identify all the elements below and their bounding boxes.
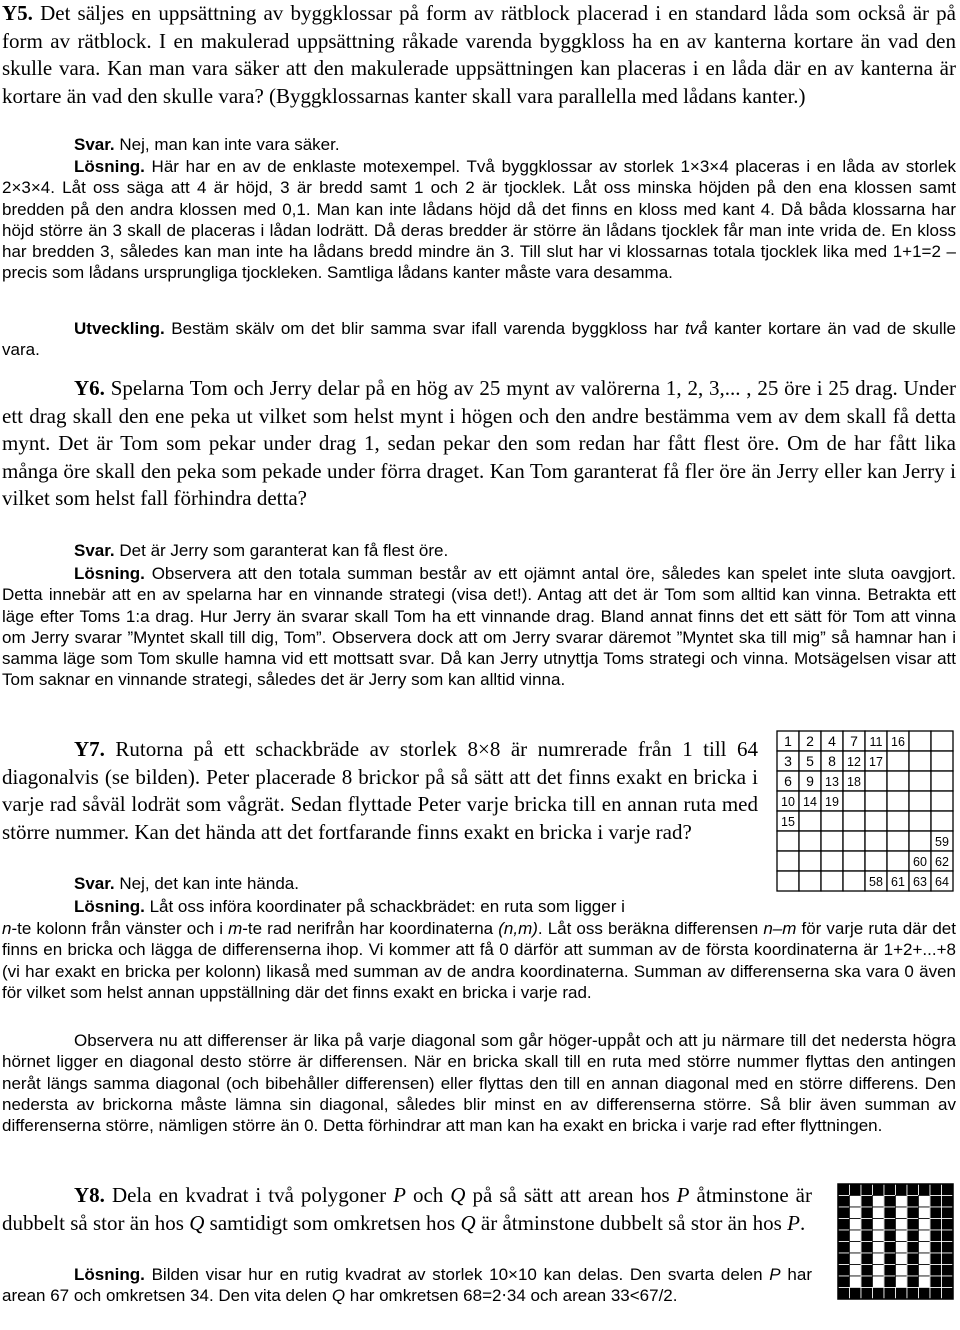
grid-cell-black — [942, 1207, 954, 1219]
grid-cell-white — [896, 1196, 908, 1208]
y6-solution — [2, 563, 956, 691]
y5-solution — [2, 156, 956, 284]
problem-number: Y5. — [2, 1, 33, 25]
y8-solution — [2, 1264, 812, 1307]
grid-cell-black — [884, 1184, 896, 1196]
grid-cell-black — [850, 1184, 862, 1196]
grid-cell-black — [884, 1207, 896, 1219]
var-Q: Q — [460, 1210, 476, 1235]
grid-cell-black — [838, 1253, 850, 1265]
board-cell — [865, 811, 887, 831]
grid-cell-white — [873, 1242, 885, 1254]
grid-cell-black — [884, 1230, 896, 1242]
problem-y7-statement — [2, 736, 758, 846]
grid-cell-black — [942, 1196, 954, 1208]
grid-cell-black — [838, 1288, 850, 1300]
board-cell-number: 10 — [781, 795, 795, 809]
board-cell — [821, 871, 843, 891]
y7-answer — [2, 873, 758, 894]
grid-cell-white — [850, 1242, 862, 1254]
problem-number: Y6. — [74, 376, 105, 400]
grid-cell-black — [838, 1196, 850, 1208]
extension-text: Bestäm skälv om det blir samma svar ifall varenda byggkloss har — [171, 319, 679, 338]
board-cell — [931, 771, 953, 791]
y7-solution-intro — [2, 896, 758, 917]
board-cell-number: 3 — [784, 753, 792, 769]
board-cell — [931, 731, 953, 751]
grid-cell-black — [838, 1184, 850, 1196]
board-cell-number: 58 — [869, 875, 883, 889]
solution-text: Observera att den totala summan består av ett ojämnt antal öre, således kan spelet inte sluta oavgjort. Detta innebär att en av spelarna har en vinnande strategi (visa det!). Antag att det är Tom som alltid kan vinna. Betrakta ett läge efter Toms 1:a drag. Hur Jerry än svarar skall Tom ha ett vinnande drag. Bland annat finns det ett sätt för Tom att vinna om Jerry svarar ”Myntet skall till dig, Tom”. Observera dock att om Jerry svarar däremot ”Myntet ska till mig” så hamnar han i samma läge som Tom skulle hamna vid ett mottsatt svar. Då kan Jerry utnyttja Toms strategi och vinna. Motsägelsen visar att Tom saknar en vinnande strategi, således det är Jerry som kan alltid vinna. — [2, 564, 956, 690]
board-cell — [865, 831, 887, 851]
grid-cell-black — [907, 1207, 919, 1219]
solution-text: -te kolonn från vänster och i — [11, 919, 224, 938]
board-cell — [865, 791, 887, 811]
grid-cell-white — [850, 1265, 862, 1277]
solution-text: har arean 67 och omkretsen 34. Den vita delen — [2, 1265, 812, 1306]
board-cell-number: 8 — [828, 753, 836, 769]
problem-number: Y8. — [74, 1183, 105, 1207]
grid-cell-black — [907, 1219, 919, 1231]
grid-cell-white — [850, 1230, 862, 1242]
grid-cell-white — [896, 1242, 908, 1254]
y5-answer — [2, 134, 956, 155]
grid-cell-black — [861, 1207, 873, 1219]
board-cell — [843, 831, 865, 851]
grid-cell-white — [873, 1219, 885, 1231]
grid-cell-white — [919, 1196, 931, 1208]
grid-cell-white — [896, 1207, 908, 1219]
grid-cell-white — [919, 1253, 931, 1265]
grid-cell-black — [942, 1288, 954, 1300]
grid-cell-white — [873, 1253, 885, 1265]
grid-cell-black — [896, 1288, 908, 1300]
problem-text: åtminstone är dubbelt så stor än hos — [2, 1183, 812, 1235]
grid-cell-black — [930, 1196, 942, 1208]
board-cell — [887, 751, 909, 771]
grid-cell-black — [838, 1265, 850, 1277]
grid-cell-black — [884, 1288, 896, 1300]
solution-label: Lösning. — [74, 897, 145, 916]
grid-cell-black — [861, 1288, 873, 1300]
grid-cell-black — [942, 1242, 954, 1254]
grid-cell-black — [930, 1230, 942, 1242]
answer-label: Svar. — [74, 135, 115, 154]
grid-cell-black — [930, 1207, 942, 1219]
grid-cell-black — [884, 1242, 896, 1254]
grid-cell-black — [942, 1184, 954, 1196]
grid-cell-black — [861, 1276, 873, 1288]
board-cell-number: 64 — [935, 875, 949, 889]
board-cell-number: 17 — [869, 755, 883, 769]
grid-cell-white — [873, 1207, 885, 1219]
grid-cell-black — [942, 1219, 954, 1231]
board-cell — [777, 851, 799, 871]
grid-cell-black — [907, 1265, 919, 1277]
board-cell-number: 63 — [913, 875, 927, 889]
board-cell — [887, 851, 909, 871]
grid-cell-white — [919, 1219, 931, 1231]
board-cell-number: 19 — [825, 795, 839, 809]
board-cell — [909, 791, 931, 811]
grid-cell-white — [850, 1276, 862, 1288]
var-n-minus-m: n–m — [763, 919, 797, 938]
grid-cell-black — [838, 1207, 850, 1219]
board-cell-number: 59 — [935, 835, 949, 849]
grid-cell-white — [873, 1276, 885, 1288]
board-cell — [887, 791, 909, 811]
grid-cell-black — [861, 1230, 873, 1242]
problem-y8-statement — [2, 1182, 812, 1237]
solution-label: Lösning. — [74, 157, 145, 176]
answer-label: Svar. — [74, 874, 115, 893]
grid-cell-white — [896, 1230, 908, 1242]
board-cell — [865, 851, 887, 871]
grid-cell-white — [919, 1230, 931, 1242]
board-cell — [799, 851, 821, 871]
extension-label: Utveckling. — [74, 319, 165, 338]
grid-cell-black — [838, 1219, 850, 1231]
board-cell-number: 16 — [891, 735, 905, 749]
board-cell-number: 1 — [784, 733, 792, 749]
grid-cell-white — [896, 1276, 908, 1288]
grid-cell-white — [873, 1265, 885, 1277]
grid-cell-white — [873, 1196, 885, 1208]
grid-cell-white — [919, 1265, 931, 1277]
grid-cell-black — [884, 1276, 896, 1288]
board-cell — [821, 811, 843, 831]
grid-cell-white — [850, 1253, 862, 1265]
grid-cell-white — [850, 1219, 862, 1231]
grid-cell-white — [896, 1253, 908, 1265]
grid-cell-white — [873, 1230, 885, 1242]
var-P: P — [769, 1265, 781, 1284]
grid-cell-black — [919, 1184, 931, 1196]
problem-text: Det säljes en uppsättning av byggklossar på form av rätblock placerad i en standard låda som också är på form av rätblock. I en makulerad uppsättning råkade varenda byggkloss ha en av kanterna kortare än vad den skulle vara. Kan man vara säker att den makulerade uppsättningen kan placeras i en låda där en av kanterna är kortare än vad den skulle vara? (Byggklossarnas kanter skall vara parallella med lådans kanter.) — [2, 1, 956, 108]
board-cell — [909, 751, 931, 771]
problem-text: Dela en kvadrat i två polygoner — [111, 1183, 387, 1207]
grid-cell-black — [884, 1253, 896, 1265]
board-cell — [931, 751, 953, 771]
grid-cell-black — [861, 1184, 873, 1196]
grid-cell-black — [919, 1288, 931, 1300]
grid-cell-black — [907, 1276, 919, 1288]
grid-cell-black — [907, 1253, 919, 1265]
board-cell-number: 2 — [806, 733, 814, 749]
board-cell — [843, 871, 865, 891]
answer-label: Svar. — [74, 541, 115, 560]
grid-cell-black — [861, 1242, 873, 1254]
grid-cell-black — [838, 1230, 850, 1242]
grid-cell-black — [942, 1276, 954, 1288]
grid-cell-black — [930, 1242, 942, 1254]
grid-cell-black — [873, 1184, 885, 1196]
grid-cell-black — [907, 1196, 919, 1208]
grid-cell-white — [919, 1242, 931, 1254]
board-cell — [799, 831, 821, 851]
problem-text: Spelarna Tom och Jerry delar på en hög av 25 mynt av valörerna 1, 2, 3,... , 25 öre i 25 drag. Under ett drag skall den ene peka ut vilket som helst mynt i högen och den andre bestämma vem av dem skall få detta mynt. Det är Tom som pekar under drag 1, sedan pekar den som redan har fått flest öre. Om de har fått lika många öre skall den peka som pekade under förra draget. Kan Tom garanterat få fler öre än Jerry eller kan Jerry i vilket som helst fall förhindra detta? — [2, 376, 957, 511]
board-cell — [821, 851, 843, 871]
grid-cell-black — [884, 1219, 896, 1231]
board-cell-number: 61 — [891, 875, 905, 889]
board-cell-number: 12 — [847, 755, 861, 769]
grid-cell-white — [850, 1207, 862, 1219]
numbered-chessboard-figure — [776, 730, 956, 896]
solution-label: Lösning. — [74, 564, 145, 583]
grid-cell-black — [838, 1276, 850, 1288]
board-cell-number: 62 — [935, 855, 949, 869]
grid-cell-black — [907, 1230, 919, 1242]
solution-text: Observera nu att differenser är lika på varje diagonal som går höger-uppåt och att ju närmare till det nedersta högra hörnet ligger en diagonal desto större är differensen. När en bricka skall till en ruta med större nummer flyttas den antingen neråt längs samma diagonal (och bibehåller differensen) eller flyttas den till en annan diagonal med en större differens. Den nedersta av brickorna måste lämna sin diagonal, således blir minst en av differenserna större. Så blir även summan av differenserna större, nämligen större än 0. Detta förhindrar att man kan ha exakt en bricka i varje rad efter flyttningen. — [2, 1031, 956, 1136]
grid-cell-white — [896, 1219, 908, 1231]
solution-text: Låt oss införa koordinater på schackbrädet: en ruta som ligger i — [149, 897, 625, 916]
board-cell — [909, 811, 931, 831]
solution-text: har omkretsen 68=2⋅34 och arean 33<67/2. — [349, 1286, 678, 1306]
grid-cell-white — [896, 1265, 908, 1277]
board-cell-number: 13 — [825, 775, 839, 789]
y5-extension — [2, 318, 956, 361]
grid-cell-black — [861, 1219, 873, 1231]
solution-text: -te rad nerifrån har koordinaterna — [242, 919, 494, 938]
problem-y5-statement — [2, 0, 956, 110]
grid-cell-black — [942, 1253, 954, 1265]
board-cell — [887, 811, 909, 831]
grid-cell-white — [850, 1196, 862, 1208]
board-cell-number: 14 — [803, 795, 817, 809]
board-cell — [909, 731, 931, 751]
problem-text: och — [412, 1183, 444, 1207]
problem-text: är åtminstone dubbelt så stor än hos — [480, 1210, 782, 1235]
board-cell-number: 4 — [828, 733, 836, 749]
board-cell — [909, 771, 931, 791]
grid-cell-white — [919, 1276, 931, 1288]
var-P: P — [787, 1210, 800, 1235]
solution-text: . Låt oss beräkna differensen — [537, 919, 759, 938]
grid-cell-black — [850, 1288, 862, 1300]
var-n: n — [2, 919, 12, 938]
var-Q: Q — [450, 1183, 466, 1207]
y6-answer — [2, 540, 956, 561]
board-cell — [843, 791, 865, 811]
grid-cell-black — [896, 1184, 908, 1196]
board-cell — [777, 871, 799, 891]
board-cell — [843, 811, 865, 831]
grid-cell-black — [873, 1288, 885, 1300]
board-cell — [909, 831, 931, 851]
board-cell-number: 6 — [784, 773, 792, 789]
solution-text: Bilden visar hur en rutig kvadrat av storlek 10×10 kan delas. Den svarta delen — [151, 1265, 763, 1284]
board-cell-number: 60 — [913, 855, 927, 869]
grid-cell-black — [942, 1265, 954, 1277]
grid-cell-black — [861, 1265, 873, 1277]
board-cell-number: 5 — [806, 753, 814, 769]
var-P: P — [393, 1183, 406, 1207]
grid-cell-black — [942, 1230, 954, 1242]
var-Q: Q — [331, 1286, 346, 1306]
solution-label: Lösning. — [74, 1265, 145, 1284]
grid-cell-black — [907, 1184, 919, 1196]
grid-cell-black — [930, 1219, 942, 1231]
grid-cell-black — [907, 1288, 919, 1300]
problem-y6-statement — [2, 375, 956, 513]
answer-text: Det är Jerry som garanterat kan få flest öre. — [119, 541, 449, 560]
grid-cell-black — [930, 1265, 942, 1277]
board-cell — [887, 831, 909, 851]
divided-square-grid-figure — [837, 1183, 955, 1301]
var-m: m — [228, 919, 243, 938]
board-cell-number: 9 — [806, 773, 814, 789]
board-cell — [931, 791, 953, 811]
board-cell-number: 18 — [847, 775, 861, 789]
board-cell — [799, 811, 821, 831]
problem-text: Rutorna på ett schackbräde av storlek 8×8 är numrerade från 1 till 64 diagonalvis (se bilden). Peter placerade 8 brickor på så sätt att det finns exakt en bricka i varje rad såväl lodrät som vågrät. Sedan flyttade Peter varje bricka till en annan ruta med större nummer. Kan det hända att det fortfarande finns exakt en bricka i varje rad? — [2, 737, 759, 844]
var-nm: (n,m) — [498, 919, 538, 938]
board-cell-number: 15 — [781, 815, 795, 829]
problem-number: Y7. — [74, 737, 105, 761]
grid-cell-black — [930, 1276, 942, 1288]
board-cell-number: 7 — [850, 733, 858, 749]
extension-text-end: kanter kortare än vad de skulle vara. — [2, 319, 956, 360]
board-cell — [821, 831, 843, 851]
y7-solution-p2 — [2, 1030, 956, 1136]
grid-cell-black — [930, 1288, 942, 1300]
problem-text: . — [799, 1210, 806, 1235]
var-P: P — [676, 1183, 690, 1207]
problem-text: samtidigt som omkretsen hos — [209, 1210, 456, 1235]
grid-cell-white — [919, 1207, 931, 1219]
board-cell — [931, 811, 953, 831]
grid-cell-black — [907, 1242, 919, 1254]
grid-cell-black — [861, 1196, 873, 1208]
grid-cell-black — [861, 1253, 873, 1265]
y7-solution-body — [2, 918, 956, 1003]
answer-text: Nej, man kan inte vara säker. — [119, 135, 340, 154]
var-Q: Q — [189, 1210, 205, 1235]
board-cell — [865, 771, 887, 791]
board-cell — [887, 771, 909, 791]
board-cell — [799, 871, 821, 891]
board-cell-number: 11 — [869, 735, 883, 749]
grid-cell-black — [884, 1196, 896, 1208]
answer-text: Nej, det kan inte hända. — [119, 874, 299, 893]
solution-text: Här har en av de enklaste motexempel. Två byggklossar av storlek 1×3×4 placeras i en låda av storlek 2×3×4. Låt oss säga att 4 är höjd, 3 är bredd samt 1 och 2 är tjocklek. Låt oss minska höjden på den ena klossen samt bredden på den andra klossen med 0,1. Man kan inte lådans höjd då det finns en kloss med kant 4. Då båda klossarna har höjd större än 3 skall de placeras i lådan lodrätt. Då deras bredder är större än lådans tjocklek får man inte vrida de. En kloss har bredden 3, således kan man inte ha lådans bredd mindre än 3. Till slut har vi klossarnas totala tjocklek lika med 1+1=2 – precis som lådans ursprungliga tjockleken. Samtliga lådans kanter måste vara desamma. — [2, 157, 956, 283]
extension-emphasis: två — [684, 319, 708, 338]
problem-text: på så sätt att arean hos — [472, 1183, 670, 1207]
grid-cell-black — [838, 1242, 850, 1254]
grid-cell-black — [930, 1253, 942, 1265]
grid-cell-black — [930, 1184, 942, 1196]
board-cell — [777, 831, 799, 851]
solution-text: för varje ruta där det finns en bricka och lägga de differenserna ihop. Vi kommer att få 0 därför att summan av de första koordinaterna är 1+2+...+8 (vi har exakt en bricka per kolonn) likaså med summan av de andra koordinaterna. Summan av differenserna ska vara 0 även för vilket som helst annan uppställning där det finns exakt en bricka i varje rad. — [2, 919, 956, 1002]
board-cell — [843, 851, 865, 871]
grid-cell-black — [884, 1265, 896, 1277]
